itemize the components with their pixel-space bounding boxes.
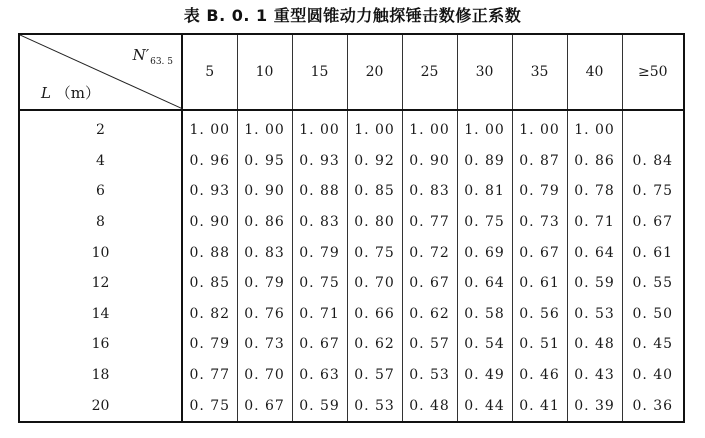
depth-cell: 4 [19,146,182,177]
coefficient-cell: 0. 77 [182,360,237,391]
coefficient-cell: 0. 90 [182,207,237,238]
depth-cell: 12 [19,268,182,299]
coefficient-cell: 0. 79 [512,176,567,207]
column-header: 40 [567,34,622,110]
coefficient-cell: 0. 61 [512,268,567,299]
coefficient-cell: 0. 75 [347,237,402,268]
coefficient-cell: 0. 48 [567,329,622,360]
coefficient-cell: 0. 77 [402,207,457,238]
coefficient-cell: 0. 67 [632,214,674,231]
coefficient-cell: 0. 75 [457,207,512,238]
coefficient-cell: 0. 41 [512,390,567,422]
depth-cell: 20 [19,390,182,422]
depth-cell: 14 [19,299,182,330]
coefficient-cell: 0. 70 [347,268,402,299]
coefficient-cell: 0. 88 [182,237,237,268]
coefficient-cell: 0. 93 [182,176,237,207]
coefficient-cell: 0. 95 [237,146,292,177]
coefficient-cell: 0. 57 [402,329,457,360]
coefficient-cell: 0. 50 [632,305,674,322]
coefficient-cell: 0. 64 [457,268,512,299]
depth-cell: 2 [19,110,182,146]
coefficient-cell: 0. 93 [292,146,347,177]
column-header: 15 [292,34,347,110]
coefficient-cell: 0. 45 [632,336,674,353]
coefficient-cell: 1. 00 [457,110,512,146]
coefficient-cell: 0. 53 [402,360,457,391]
table-row [19,268,684,299]
table-row [19,329,684,360]
coefficient-cell: 0. 63 [292,360,347,391]
coefficient-cell: 0. 85 [182,268,237,299]
coefficient-cell: 0. 53 [567,299,622,330]
coefficient-cell: 0. 67 [237,390,292,422]
coefficient-cell: 0. 83 [237,237,292,268]
coefficient-cell: 0. 89 [457,146,512,177]
coefficient-cell: 0. 36 [632,397,674,414]
coefficient-cell: 0. 58 [457,299,512,330]
coefficient-cell: 1. 00 [567,110,622,146]
coefficient-cell: 0. 90 [237,176,292,207]
coefficient-cell: 0. 59 [567,268,622,299]
correction-coefficient-table [18,33,685,423]
coefficient-cell: 0. 78 [567,176,622,207]
coefficient-cell: 0. 64 [567,237,622,268]
coefficient-cell: 0. 72 [402,237,457,268]
depth-cell: 18 [19,360,182,391]
coefficient-cell: 1. 00 [237,110,292,146]
coefficient-cell: 0. 79 [182,329,237,360]
coefficient-cell: 1. 00 [512,110,567,146]
column-header: 10 [237,34,292,110]
coefficient-cell: 0. 61 [632,244,674,261]
coefficient-cell: 0. 87 [512,146,567,177]
table-row [19,146,684,177]
coefficient-cell: 0. 83 [402,176,457,207]
coefficient-cell [622,110,684,146]
depth-cell: 10 [19,237,182,268]
coefficient-cell: 0. 54 [457,329,512,360]
coefficient-cell: 0. 59 [292,390,347,422]
table-row [19,360,684,391]
table-row [19,299,684,330]
column-header: 5 [182,34,237,110]
coefficient-cell: 0. 62 [347,329,402,360]
coefficient-cell: 0. 46 [512,360,567,391]
coefficient-cell: 0. 90 [402,146,457,177]
coefficient-cell: 0. 79 [292,237,347,268]
coefficient-cell: 0. 48 [402,390,457,422]
coefficient-cell: 0. 85 [347,176,402,207]
table-title: 表 B. 0. 1 重型圆锥动力触探锤击数修正系数 [183,6,522,25]
coefficient-cell: 0. 86 [237,207,292,238]
coefficient-cell: 0. 44 [457,390,512,422]
coefficient-cell: 0. 71 [567,207,622,238]
column-header: 25 [402,34,457,110]
depth-cell: 8 [19,207,182,238]
coefficient-cell: 1. 00 [292,110,347,146]
column-header: ≥50 [622,34,684,110]
coefficient-cell: 1. 00 [402,110,457,146]
coefficient-cell: 0. 49 [457,360,512,391]
coefficient-cell: 0. 67 [512,237,567,268]
coefficient-cell: 0. 70 [237,360,292,391]
coefficient-cell: 0. 80 [347,207,402,238]
coefficient-cell: 0. 39 [567,390,622,422]
coefficient-cell: 0. 75 [182,390,237,422]
coefficient-cell: 0. 57 [347,360,402,391]
column-header: 20 [347,34,402,110]
coefficient-cell: 0. 83 [292,207,347,238]
depth-cell: 16 [19,329,182,360]
coefficient-cell: 0. 96 [182,146,237,177]
coefficient-cell: 0. 51 [512,329,567,360]
column-header: 30 [457,34,512,110]
coefficient-cell: 0. 82 [182,299,237,330]
corner-header-cell [19,34,182,110]
coefficient-cell: 0. 75 [292,268,347,299]
depth-cell: 6 [19,176,182,207]
coefficient-cell: 0. 56 [512,299,567,330]
coefficient-cell: 0. 84 [632,152,674,169]
table-row [19,390,684,422]
header-row [19,34,684,110]
coefficient-cell: 0. 75 [632,183,674,200]
coefficient-cell: 0. 67 [402,268,457,299]
coefficient-cell: 0. 53 [347,390,402,422]
coefficient-cell: 0. 43 [567,360,622,391]
coefficient-cell: 0. 71 [292,299,347,330]
coefficient-cell: 1. 00 [182,110,237,146]
coefficient-cell: 0. 79 [237,268,292,299]
coefficient-cell: 0. 73 [512,207,567,238]
coefficient-cell: 0. 69 [457,237,512,268]
coefficient-cell: 0. 88 [292,176,347,207]
coefficient-cell: 1. 00 [347,110,402,146]
table-row [19,207,684,238]
coefficient-cell: 0. 62 [402,299,457,330]
coefficient-cell: 0. 86 [567,146,622,177]
coefficient-cell: 0. 55 [632,275,674,292]
coefficient-cell: 0. 40 [632,367,674,384]
blow-count-label: $N'_{63. 5}$ [132,46,173,67]
coefficient-cell: 0. 92 [347,146,402,177]
table-row [19,110,684,146]
column-header: 35 [512,34,567,110]
coefficient-cell: 0. 76 [237,299,292,330]
depth-label: L （m） [41,84,100,102]
table-row [19,237,684,268]
coefficient-cell: 0. 73 [237,329,292,360]
coefficient-cell: 0. 67 [292,329,347,360]
table-row [19,176,684,207]
coefficient-cell: 0. 81 [457,176,512,207]
coefficient-cell: 0. 66 [347,299,402,330]
